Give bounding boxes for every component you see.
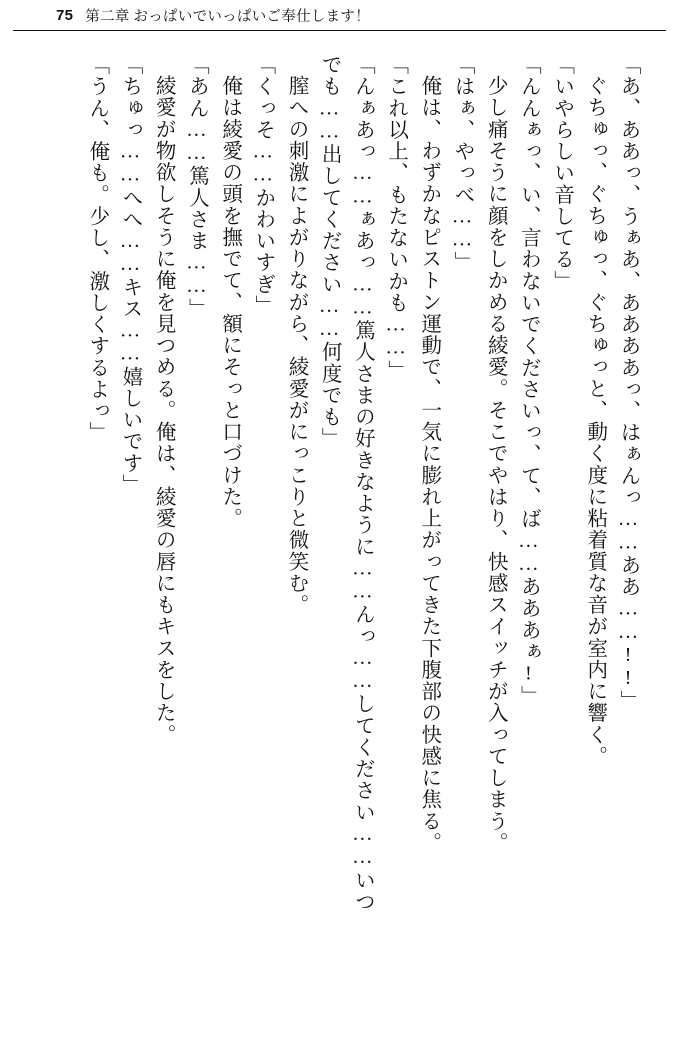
text-line: 少し痛そうに顔をしかめる綾愛。そこでやはり、快感スイッチが入ってしまう。 xyxy=(484,74,507,854)
text-line: 「うん、俺も。少し、激しくするよっ」 xyxy=(85,54,108,444)
text-line: 「あ、ああっ、うぁあ、ああああっ、はぁんっ……ああ……!!」 xyxy=(617,54,639,712)
page-body xyxy=(13,46,666,1036)
text-line: 「くっそ……かわいすぎ」 xyxy=(251,54,274,317)
text-line: 「あん……篤人さま……」 xyxy=(185,54,208,320)
text-line: 「はぁ、やっべ……」 xyxy=(450,54,473,274)
running-header xyxy=(0,0,679,30)
text-line: 「いやらしい音してる」 xyxy=(550,54,573,292)
text-line: 俺は、わずかなピストン運動で、一気に膨れ上がってきた下腹部の快感に焦る。 xyxy=(417,74,440,854)
text-line: 「んんぁっ、い、言わないでくださいっ、て、ば……あああぁ!」 xyxy=(517,54,540,708)
page-number: 75 xyxy=(56,6,74,24)
text-line: 綾愛が物欲しそうに俺を見つめる。俺は、綾愛の唇にもキスをした。 xyxy=(152,74,175,745)
chapter-title: 第二章 おっぱいでいっぱいご奉仕します！ xyxy=(85,8,370,25)
text-line: でも……出してください……何度でも」 xyxy=(318,54,341,450)
text-line: 「これ以上、もたないかも……」 xyxy=(384,54,407,382)
text-line: 俺は綾愛の頭を撫でて、額にそっと口づけた。 xyxy=(218,74,241,529)
header-divider xyxy=(13,30,666,31)
text-line: 膣への刺激によがりながら、綾愛がにっこりと微笑む。 xyxy=(284,74,307,616)
vertical-text-block xyxy=(23,54,644,1026)
text-line: ぐちゅっ、ぐちゅっ、ぐちゅっと、動く度に粘着質な音が室内に響く。 xyxy=(583,74,606,767)
text-line: 「んぁあっ……ぁあっ……篤人さまの好きなように……んっ……してください……いつ xyxy=(351,54,374,913)
text-line: 「ちゅっ……へへ……キス……嬉しいです」 xyxy=(118,54,141,496)
